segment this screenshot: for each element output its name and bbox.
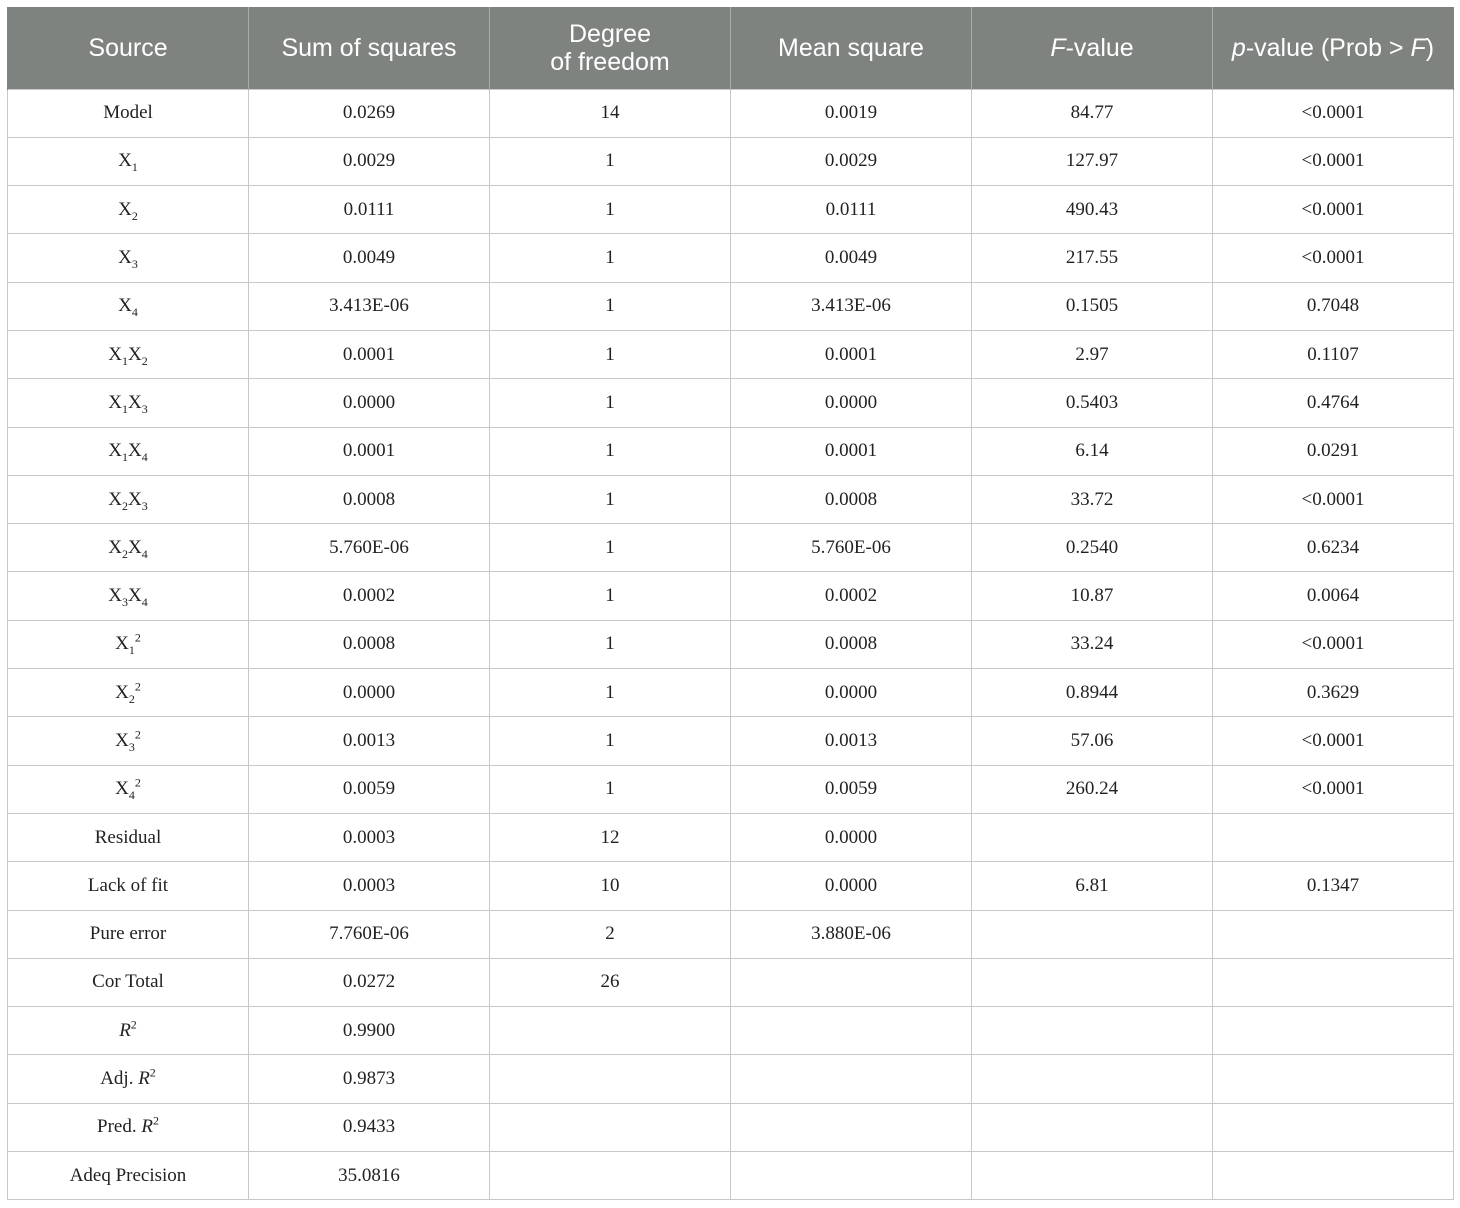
cell-p-value	[1213, 958, 1454, 1006]
cell-f-value: 10.87	[972, 572, 1213, 620]
cell-p-value: <0.0001	[1213, 137, 1454, 185]
header-f-value	[972, 7, 1213, 89]
source-superscript: 2	[152, 1114, 159, 1129]
header-row	[8, 7, 1454, 89]
cell-sum-of-squares: 0.0049	[249, 234, 490, 282]
source-var: X	[108, 343, 122, 365]
source-subscript: 1	[122, 353, 128, 368]
cell-p-value	[1213, 1103, 1454, 1151]
header-p-var: p	[1231, 33, 1246, 62]
cell-degree-of-freedom: 1	[490, 669, 731, 717]
cell-mean-square: 0.0029	[731, 137, 972, 185]
source-var: X	[118, 198, 132, 220]
source-text: Adj.	[100, 1068, 139, 1090]
source-var: X	[118, 247, 132, 269]
cell-sum-of-squares: 5.760E-06	[249, 524, 490, 572]
cell-sum-of-squares: 0.0269	[249, 89, 490, 137]
cell-mean-square: 0.0000	[731, 813, 972, 861]
source-superscript: 2	[134, 775, 141, 790]
cell-source	[8, 1152, 249, 1200]
table-row	[8, 572, 1454, 620]
cell-source	[8, 862, 249, 910]
cell-mean-square: 0.0008	[731, 620, 972, 668]
cell-sum-of-squares: 0.0059	[249, 765, 490, 813]
cell-p-value: <0.0001	[1213, 234, 1454, 282]
header-f-rest: -value	[1065, 33, 1134, 62]
cell-degree-of-freedom: 1	[490, 330, 731, 378]
cell-f-value: 57.06	[972, 717, 1213, 765]
cell-sum-of-squares: 0.0008	[249, 620, 490, 668]
source-var: X	[128, 488, 142, 510]
source-subscript: 4	[141, 594, 148, 609]
cell-sum-of-squares: 0.0001	[249, 330, 490, 378]
source-var: X	[128, 343, 142, 365]
table-row	[8, 958, 1454, 1006]
header-df-line2: of freedom	[550, 47, 670, 76]
cell-degree-of-freedom: 1	[490, 717, 731, 765]
source-italic-var: R	[141, 1116, 153, 1138]
header-df-line1: Degree	[569, 19, 651, 48]
cell-mean-square	[731, 1055, 972, 1103]
source-subscript: 1	[128, 643, 135, 658]
header-sum-of-squares: Sum of squares	[249, 7, 490, 89]
cell-sum-of-squares: 0.0111	[249, 186, 490, 234]
table-row	[8, 813, 1454, 861]
source-subscript: 4	[128, 788, 135, 803]
cell-degree-of-freedom: 1	[490, 234, 731, 282]
source-superscript: 2	[130, 1017, 137, 1032]
cell-f-value: 2.97	[972, 330, 1213, 378]
cell-source	[8, 717, 249, 765]
cell-sum-of-squares: 0.0272	[249, 958, 490, 1006]
cell-degree-of-freedom	[490, 1055, 731, 1103]
cell-sum-of-squares: 0.0001	[249, 427, 490, 475]
source-var: X	[118, 295, 132, 317]
anova-table	[7, 7, 1454, 1200]
cell-degree-of-freedom: 1	[490, 427, 731, 475]
cell-sum-of-squares: 35.0816	[249, 1152, 490, 1200]
cell-source	[8, 89, 249, 137]
table-row	[8, 620, 1454, 668]
header-p-end: )	[1425, 33, 1435, 62]
cell-degree-of-freedom: 1	[490, 137, 731, 185]
cell-degree-of-freedom: 1	[490, 620, 731, 668]
cell-degree-of-freedom: 10	[490, 862, 731, 910]
cell-f-value: 260.24	[972, 765, 1213, 813]
cell-source	[8, 1103, 249, 1151]
source-subscript: 1	[131, 160, 138, 175]
cell-source	[8, 379, 249, 427]
table-row	[8, 89, 1454, 137]
source-var: X	[108, 536, 122, 558]
cell-source	[8, 813, 249, 861]
source-var: X	[128, 391, 142, 413]
cell-mean-square: 3.413E-06	[731, 282, 972, 330]
cell-f-value: 6.14	[972, 427, 1213, 475]
cell-source	[8, 572, 249, 620]
cell-p-value: 0.1107	[1213, 330, 1454, 378]
source-var: X	[108, 440, 122, 462]
source-var: X	[115, 681, 129, 703]
cell-degree-of-freedom: 2	[490, 910, 731, 958]
cell-sum-of-squares: 7.760E-06	[249, 910, 490, 958]
source-subscript: 3	[131, 256, 138, 271]
source-subscript: 2	[131, 208, 138, 223]
cell-p-value: 0.4764	[1213, 379, 1454, 427]
table-row	[8, 1007, 1454, 1055]
cell-mean-square	[731, 1103, 972, 1151]
source-subscript: 1	[122, 450, 128, 465]
source-var: X	[128, 585, 142, 607]
table-row	[8, 427, 1454, 475]
cell-degree-of-freedom	[490, 1152, 731, 1200]
cell-source	[8, 330, 249, 378]
cell-p-value	[1213, 813, 1454, 861]
source-text: Residual	[94, 826, 162, 848]
cell-sum-of-squares: 0.9873	[249, 1055, 490, 1103]
cell-f-value: 33.24	[972, 620, 1213, 668]
source-superscript: 2	[134, 727, 141, 742]
cell-p-value	[1213, 1152, 1454, 1200]
cell-sum-of-squares: 0.0000	[249, 669, 490, 717]
cell-sum-of-squares: 0.0000	[249, 379, 490, 427]
table-row	[8, 379, 1454, 427]
cell-sum-of-squares: 0.0013	[249, 717, 490, 765]
source-var: X	[115, 730, 129, 751]
cell-f-value: 490.43	[972, 186, 1213, 234]
source-var: X	[108, 585, 122, 607]
cell-p-value: <0.0001	[1213, 717, 1454, 765]
table-row	[8, 669, 1454, 717]
source-var: X	[118, 150, 132, 172]
source-subscript: 1	[122, 401, 128, 416]
source-subscript: 2	[128, 691, 135, 706]
source-superscript: 2	[149, 1065, 156, 1080]
cell-degree-of-freedom: 1	[490, 475, 731, 523]
cell-mean-square: 0.0019	[731, 89, 972, 137]
table-row	[8, 1055, 1454, 1103]
table-header	[8, 7, 1454, 89]
table-row	[8, 1103, 1454, 1151]
cell-p-value: <0.0001	[1213, 620, 1454, 668]
table-body	[8, 89, 1454, 1200]
source-text: Cor Total	[92, 971, 164, 993]
source-text: Adeq Precision	[69, 1164, 187, 1186]
cell-source	[8, 1007, 249, 1055]
cell-p-value: 0.0291	[1213, 427, 1454, 475]
cell-mean-square: 0.0000	[731, 669, 972, 717]
cell-mean-square: 3.880E-06	[731, 910, 972, 958]
cell-p-value	[1213, 1055, 1454, 1103]
cell-degree-of-freedom: 1	[490, 186, 731, 234]
cell-f-value: 0.5403	[972, 379, 1213, 427]
cell-degree-of-freedom: 12	[490, 813, 731, 861]
cell-sum-of-squares: 0.0029	[249, 137, 490, 185]
cell-p-value: <0.0001	[1213, 89, 1454, 137]
source-text: Model	[103, 102, 153, 124]
source-subscript: 3	[122, 594, 128, 609]
cell-f-value: 0.8944	[972, 669, 1213, 717]
cell-degree-of-freedom	[490, 1007, 731, 1055]
source-superscript: 2	[134, 679, 141, 694]
cell-mean-square	[731, 1007, 972, 1055]
cell-p-value: <0.0001	[1213, 765, 1454, 813]
table-row	[8, 765, 1454, 813]
table-row	[8, 282, 1454, 330]
source-var: X	[128, 536, 142, 558]
cell-f-value: 33.72	[972, 475, 1213, 523]
table-row	[8, 475, 1454, 523]
cell-mean-square: 0.0002	[731, 572, 972, 620]
source-italic-var: R	[119, 1019, 131, 1041]
source-italic-var: R	[138, 1068, 150, 1090]
source-var: X	[108, 488, 122, 510]
cell-mean-square: 0.0013	[731, 717, 972, 765]
source-subscript: 3	[141, 401, 148, 416]
cell-sum-of-squares: 0.0008	[249, 475, 490, 523]
cell-f-value	[972, 910, 1213, 958]
cell-source	[8, 186, 249, 234]
cell-f-value: 127.97	[972, 137, 1213, 185]
cell-sum-of-squares: 0.0002	[249, 572, 490, 620]
cell-mean-square: 0.0001	[731, 427, 972, 475]
source-text: Pred.	[97, 1116, 142, 1138]
cell-source	[8, 1055, 249, 1103]
table-row	[8, 234, 1454, 282]
cell-degree-of-freedom: 1	[490, 282, 731, 330]
cell-source	[8, 234, 249, 282]
cell-mean-square: 0.0008	[731, 475, 972, 523]
cell-sum-of-squares: 0.9433	[249, 1103, 490, 1151]
table-row	[8, 717, 1454, 765]
source-subscript: 3	[141, 498, 148, 513]
source-text: Lack of fit	[87, 874, 169, 896]
table-row	[8, 137, 1454, 185]
cell-p-value: 0.6234	[1213, 524, 1454, 572]
cell-f-value: 6.81	[972, 862, 1213, 910]
cell-source	[8, 524, 249, 572]
source-subscript: 2	[122, 498, 128, 513]
cell-source	[8, 669, 249, 717]
cell-f-value: 0.2540	[972, 524, 1213, 572]
cell-source	[8, 620, 249, 668]
cell-f-value	[972, 1055, 1213, 1103]
header-mean-square: Mean square	[731, 7, 972, 89]
source-subscript: 2	[122, 546, 128, 561]
header-f-var: F	[1050, 33, 1066, 62]
cell-f-value: 217.55	[972, 234, 1213, 282]
table-row	[8, 1152, 1454, 1200]
cell-f-value	[972, 958, 1213, 1006]
table-row	[8, 910, 1454, 958]
cell-mean-square: 0.0049	[731, 234, 972, 282]
header-degree-of-freedom	[490, 7, 731, 89]
source-superscript: 2	[134, 631, 141, 646]
cell-f-value	[972, 1007, 1213, 1055]
cell-p-value: 0.7048	[1213, 282, 1454, 330]
source-subscript: 4	[141, 450, 148, 465]
header-p-value	[1213, 7, 1454, 89]
source-subscript: 2	[141, 353, 148, 368]
cell-source	[8, 137, 249, 185]
cell-p-value: 0.0064	[1213, 572, 1454, 620]
cell-source	[8, 910, 249, 958]
cell-source	[8, 475, 249, 523]
source-var: X	[108, 391, 122, 413]
cell-p-value: <0.0001	[1213, 186, 1454, 234]
source-subscript: 3	[128, 739, 135, 754]
cell-p-value	[1213, 1007, 1454, 1055]
source-subscript: 4	[141, 546, 148, 561]
cell-mean-square: 0.0059	[731, 765, 972, 813]
cell-mean-square: 0.0001	[731, 330, 972, 378]
cell-mean-square: 0.0000	[731, 862, 972, 910]
cell-f-value: 84.77	[972, 89, 1213, 137]
cell-degree-of-freedom: 14	[490, 89, 731, 137]
cell-degree-of-freedom: 1	[490, 379, 731, 427]
cell-mean-square	[731, 958, 972, 1006]
table-row	[8, 186, 1454, 234]
cell-p-value: 0.3629	[1213, 669, 1454, 717]
cell-p-value: 0.1347	[1213, 862, 1454, 910]
source-var: X	[115, 778, 129, 800]
source-var: X	[128, 440, 142, 462]
cell-degree-of-freedom	[490, 1103, 731, 1151]
table-row	[8, 862, 1454, 910]
cell-mean-square: 0.0111	[731, 186, 972, 234]
cell-source	[8, 765, 249, 813]
cell-sum-of-squares: 0.0003	[249, 862, 490, 910]
table-row	[8, 330, 1454, 378]
cell-source	[8, 427, 249, 475]
header-p-var2: F	[1410, 33, 1426, 62]
cell-mean-square	[731, 1152, 972, 1200]
source-text: Pure error	[89, 923, 167, 945]
cell-sum-of-squares: 3.413E-06	[249, 282, 490, 330]
header-source: Source	[8, 7, 249, 89]
cell-f-value	[972, 813, 1213, 861]
header-p-mid: -value (Prob >	[1245, 33, 1411, 62]
cell-p-value: <0.0001	[1213, 475, 1454, 523]
cell-degree-of-freedom: 1	[490, 524, 731, 572]
table-row	[8, 524, 1454, 572]
source-var: X	[115, 633, 129, 655]
cell-source	[8, 958, 249, 1006]
cell-mean-square: 5.760E-06	[731, 524, 972, 572]
cell-p-value	[1213, 910, 1454, 958]
cell-degree-of-freedom: 1	[490, 572, 731, 620]
cell-degree-of-freedom: 1	[490, 765, 731, 813]
source-subscript: 4	[131, 305, 138, 320]
cell-f-value	[972, 1103, 1213, 1151]
cell-sum-of-squares: 0.9900	[249, 1007, 490, 1055]
cell-mean-square: 0.0000	[731, 379, 972, 427]
cell-f-value	[972, 1152, 1213, 1200]
cell-f-value: 0.1505	[972, 282, 1213, 330]
cell-degree-of-freedom: 26	[490, 958, 731, 1006]
cell-source	[8, 282, 249, 330]
cell-sum-of-squares: 0.0003	[249, 813, 490, 861]
